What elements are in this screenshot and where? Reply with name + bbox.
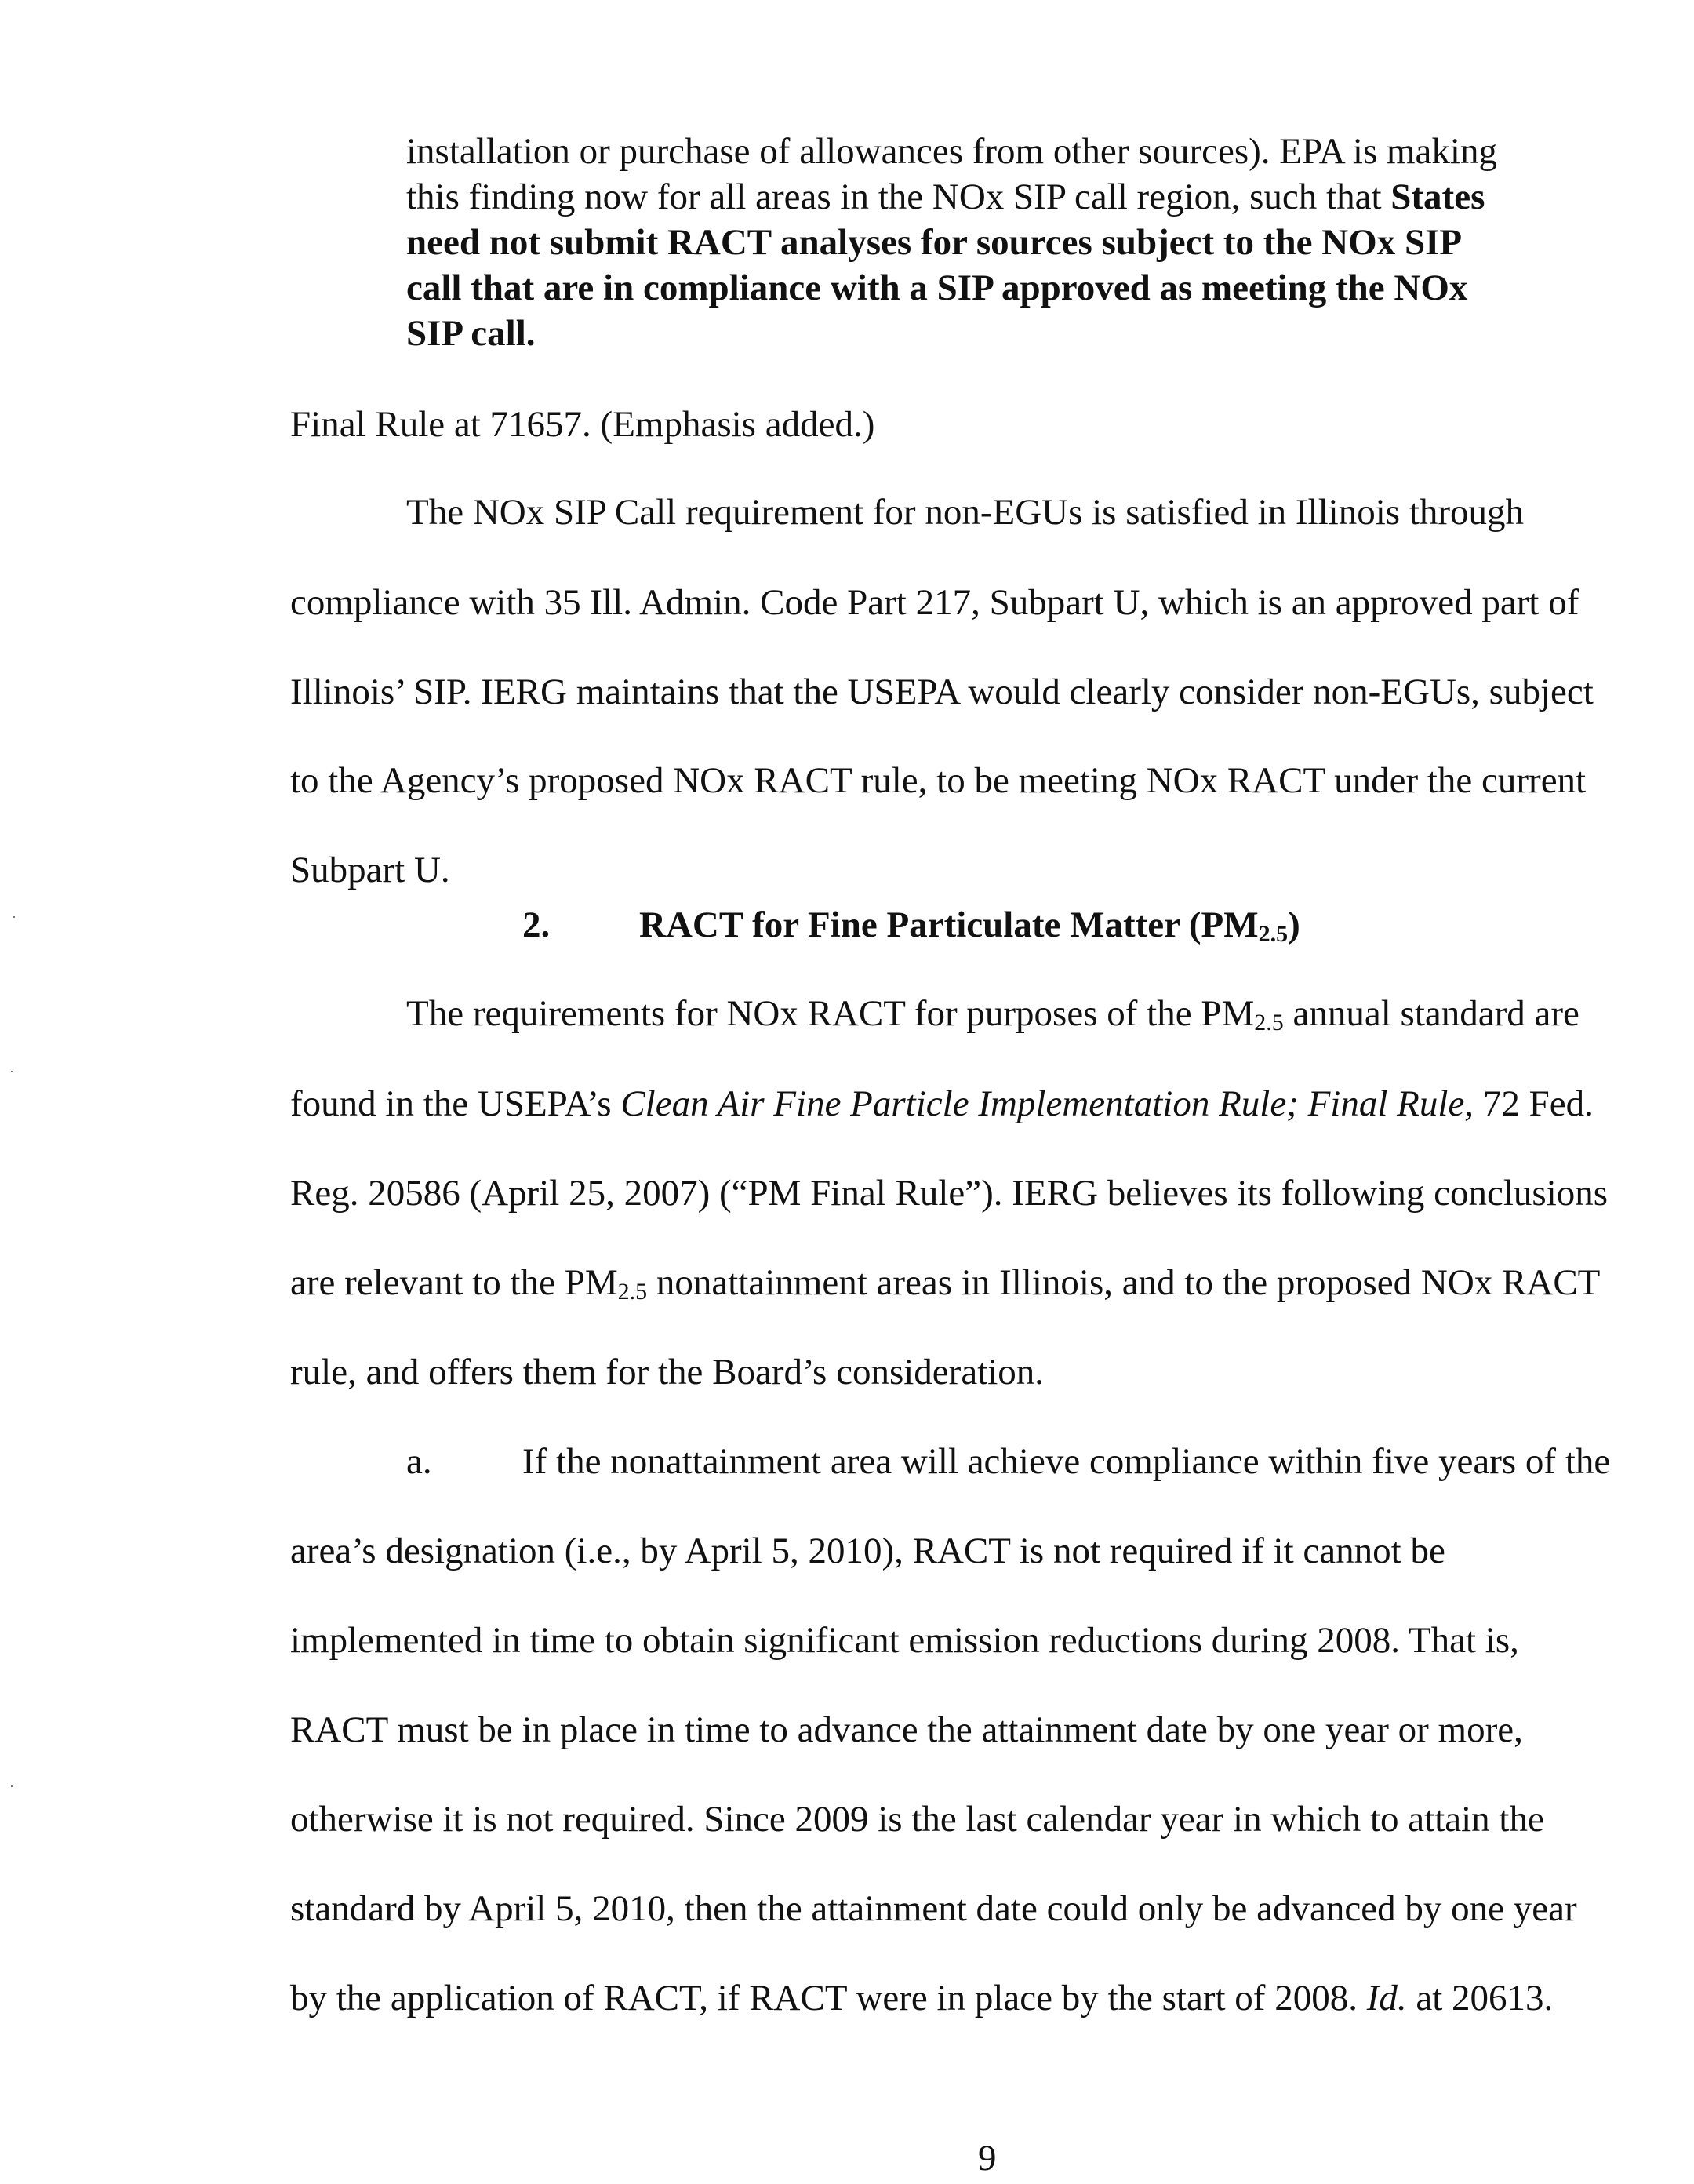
margin-scan-mark	[11, 1071, 13, 1072]
section-title	[639, 905, 1300, 947]
item-a-text: by the application of RACT, if RACT were in place by the start of 2008.	[290, 1978, 1367, 2018]
block-quote-line-3: need not submit RACT analyses for sources subject to the NOx SIP	[406, 222, 1463, 263]
paragraph-1-line-2: compliance with 35 Ill. Admin. Code Part 217, Subpart U, which is an approved part of	[290, 582, 1579, 623]
citation-line: Final Rule at 71657. (Emphasis added.)	[290, 404, 875, 445]
paragraph-2-text: nonattainment areas in Illinois, and to the proposed NOx RACT	[647, 1262, 1601, 1303]
item-a-line-1: If the nonattainment area will achieve compliance within five years of the	[522, 1441, 1611, 1482]
paragraph-1-line-4: to the Agency’s proposed NOx RACT rule, to be meeting NOx RACT under the current	[290, 760, 1587, 801]
section-number: 2.	[522, 905, 551, 945]
paragraph-2-line-3: Reg. 20586 (April 25, 2007) (“PM Final Rule”). IERG believes its following conclusions	[290, 1173, 1609, 1214]
item-a-line-7	[290, 1980, 1553, 2017]
rule-title: Clean Air Fine Particle Implementation Rule; Final Rule,	[620, 1083, 1474, 1124]
block-quote-text: this finding now for all areas in the NOx SIP call region, such that	[406, 177, 1391, 217]
margin-scan-mark	[13, 916, 15, 918]
id-citation: Id.	[1366, 1978, 1407, 2018]
emphasis-text: States	[1390, 177, 1485, 217]
item-a-line-6: standard by April 5, 2010, then the attainment date could only be advanced by one year	[290, 1888, 1577, 1929]
paragraph-2-line-2	[290, 1083, 1594, 1124]
paragraph-2-text: are relevant to the PM	[290, 1262, 618, 1303]
paragraph-1-line-1: The NOx SIP Call requirement for non-EGUs is satisfied in Illinois through	[406, 492, 1525, 533]
section-title-close: )	[1288, 905, 1300, 945]
section-heading	[522, 907, 550, 944]
paragraph-2-text: The requirements for NOx RACT for purposes of the PM	[406, 993, 1255, 1034]
paragraph-2-line-5: rule, and offers them for the Board’s consideration.	[290, 1352, 1045, 1392]
paragraph-2-line-4	[290, 1262, 1601, 1305]
margin-scan-mark	[11, 1785, 13, 1787]
paragraph-2-text: found in the USEPA’s	[290, 1083, 621, 1124]
block-quote-line-4: call that are in compliance with a SIP approved as meeting the NOx	[406, 268, 1468, 308]
item-a-line-3: implemented in time to obtain significant emission reductions during 2008. That is,	[290, 1620, 1519, 1661]
pm-subscript: 2.5	[1254, 1010, 1284, 1036]
section-title-text: RACT for Fine Particulate Matter (PM	[639, 905, 1259, 945]
item-a-line-5: otherwise it is not required. Since 2009 is the last calendar year in which to attain the	[290, 1799, 1544, 1840]
item-a-marker: a.	[406, 1441, 432, 1482]
pm-subscript: 2.5	[617, 1279, 648, 1305]
section-title-subscript: 2.5	[1258, 921, 1289, 947]
paragraph-2-line-1	[406, 993, 1579, 1036]
paragraph-1-line-3: Illinois’ SIP. IERG maintains that the USEPA would clearly consider non-EGUs, subject	[290, 672, 1594, 712]
item-a-line-2: area’s designation (i.e., by April 5, 2010), RACT is not required if it cannot be	[290, 1531, 1445, 1571]
block-quote-line-2	[406, 179, 1485, 216]
block-quote-line-5: SIP call.	[406, 313, 536, 354]
paragraph-2-text: 72 Fed.	[1474, 1083, 1594, 1124]
item-a-text: at 20613.	[1406, 1978, 1554, 2018]
page-number: 9	[978, 2138, 997, 2179]
paragraph-2-text: annual standard are	[1283, 993, 1579, 1034]
paragraph-1-line-5: Subpart U.	[290, 850, 450, 890]
block-quote-line-1: installation or purchase of allowances from other sources). EPA is making	[406, 131, 1497, 172]
item-a-line-4: RACT must be in place in time to advance the attainment date by one year or more,	[290, 1709, 1523, 1750]
